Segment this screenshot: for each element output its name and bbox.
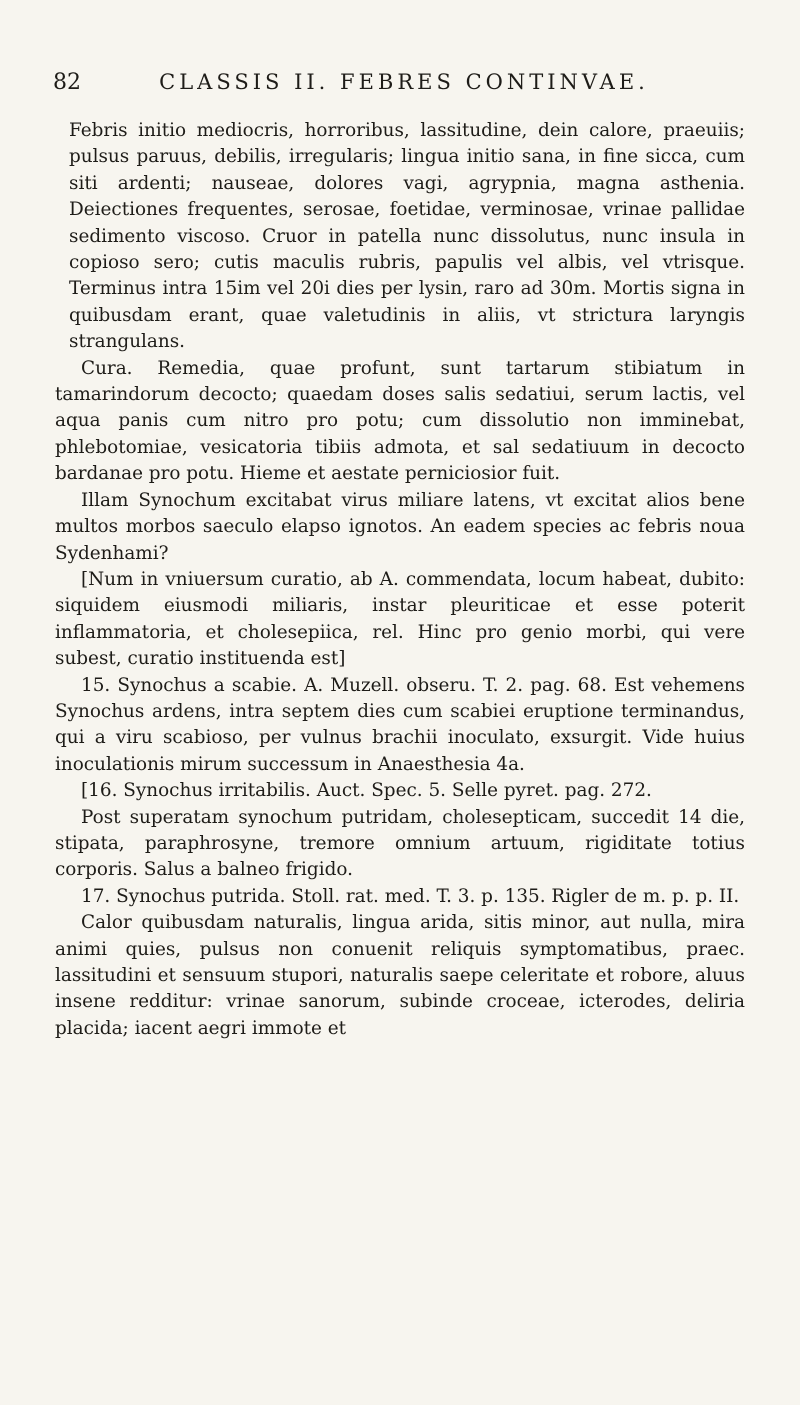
paragraph-febris: Febris initio mediocris, horroribus, lassitudine, dein calore, praeuiis; pulsus paruus, debilis, irregularis; lingua initio sana, in fine sicca, cum siti ardenti; nauseae, dolores vagi, agrypnia, magna asthenia. Deiectiones frequentes, serosae, foetidae, verminosae, vrinae pallidae sedimento viscoso. Cruor in patella nunc dissolutus, nunc insula in copioso sero; cutis maculis rubris, papulis vel albis, vel vtrisque. Terminus intra 15im vel 20i dies per lysin, raro ad 30m. Mortis signa in quibusdam erant, quae valetudinis in aliis, vt strictura laryngis strangulans. <box>69 120 745 353</box>
running-head <box>55 70 745 110</box>
paragraph-synochus-putrida: 17. Synochus putrida. Stoll. rat. med. T. 3. p. 135. Rigler de m. p. p. II. <box>81 885 740 907</box>
body-text <box>55 118 745 1042</box>
running-title: CLASSIS II. FEBRES CONTINVAE. <box>159 70 649 94</box>
paragraph-calor: Calor quibusdam naturalis, lingua arida, sitis minor, aut nulla, mira animi quies, pulsus non conuenit reliquis symptomatibus, praec. lassitudini et sensuum stupori, naturalis saepe celeritate et robore, aluus insene redditur: vrinae sanorum, subinde croceae, icterodes, deliria placida; iacent aegri immote et <box>55 912 745 1039</box>
paragraph-post: Post superatam synochum putridam, cholesepticam, succedit 14 die, stipata, paraphrosyne, tremore omnium artuum, rigiditate totius corporis. Salus a balneo frigido. <box>55 806 745 881</box>
page-number: 82 <box>53 70 81 95</box>
paragraph-synochus-scabie: 15. Synochus a scabie. A. Muzell. obseru. T. 2. pag. 68. Est vehemens Synochus ardens, intra septem dies cum scabiei eruptione terminandus, qui a viru scabioso, per vulnus brachii inoculato, exsurgit. Vide huius inoculationis mirum successum in Anaesthesia 4a. <box>55 674 745 775</box>
paragraph-illam: Illam Synochum excitabat virus miliare latens, vt excitat alios bene multos morbos saeculo elapso ignotos. An eadem species ac febris noua Sydenhami? <box>55 489 745 564</box>
paragraph-cura: Cura. Remedia, quae profunt, sunt tartarum stibiatum in tamarindorum decocto; quaedam doses salis sedatiui, serum lactis, vel aqua panis cum nitro pro potu; cum dissolutio non imminebat, phlebotomiae, vesicatoria tibiis admota, et sal sedatiuum in decocto bardanae pro potu. Hieme et aestate perniciosior fuit. <box>55 357 745 485</box>
paragraph-synochus-irritabilis: [16. Synochus irritabilis. Auct. Spec. 5. Selle pyret. pag. 272. <box>81 780 652 802</box>
paragraph-num: [Num in vniuersum curatio, ab A. commendata, locum habeat, dubito: siquidem eiusmodi miliaris, instar pleuriticae et esse poterit inflammatoria, et cholesepiica, rel. Hinc pro genio morbi, qui vere subest, curatio instituenda est] <box>55 568 745 670</box>
